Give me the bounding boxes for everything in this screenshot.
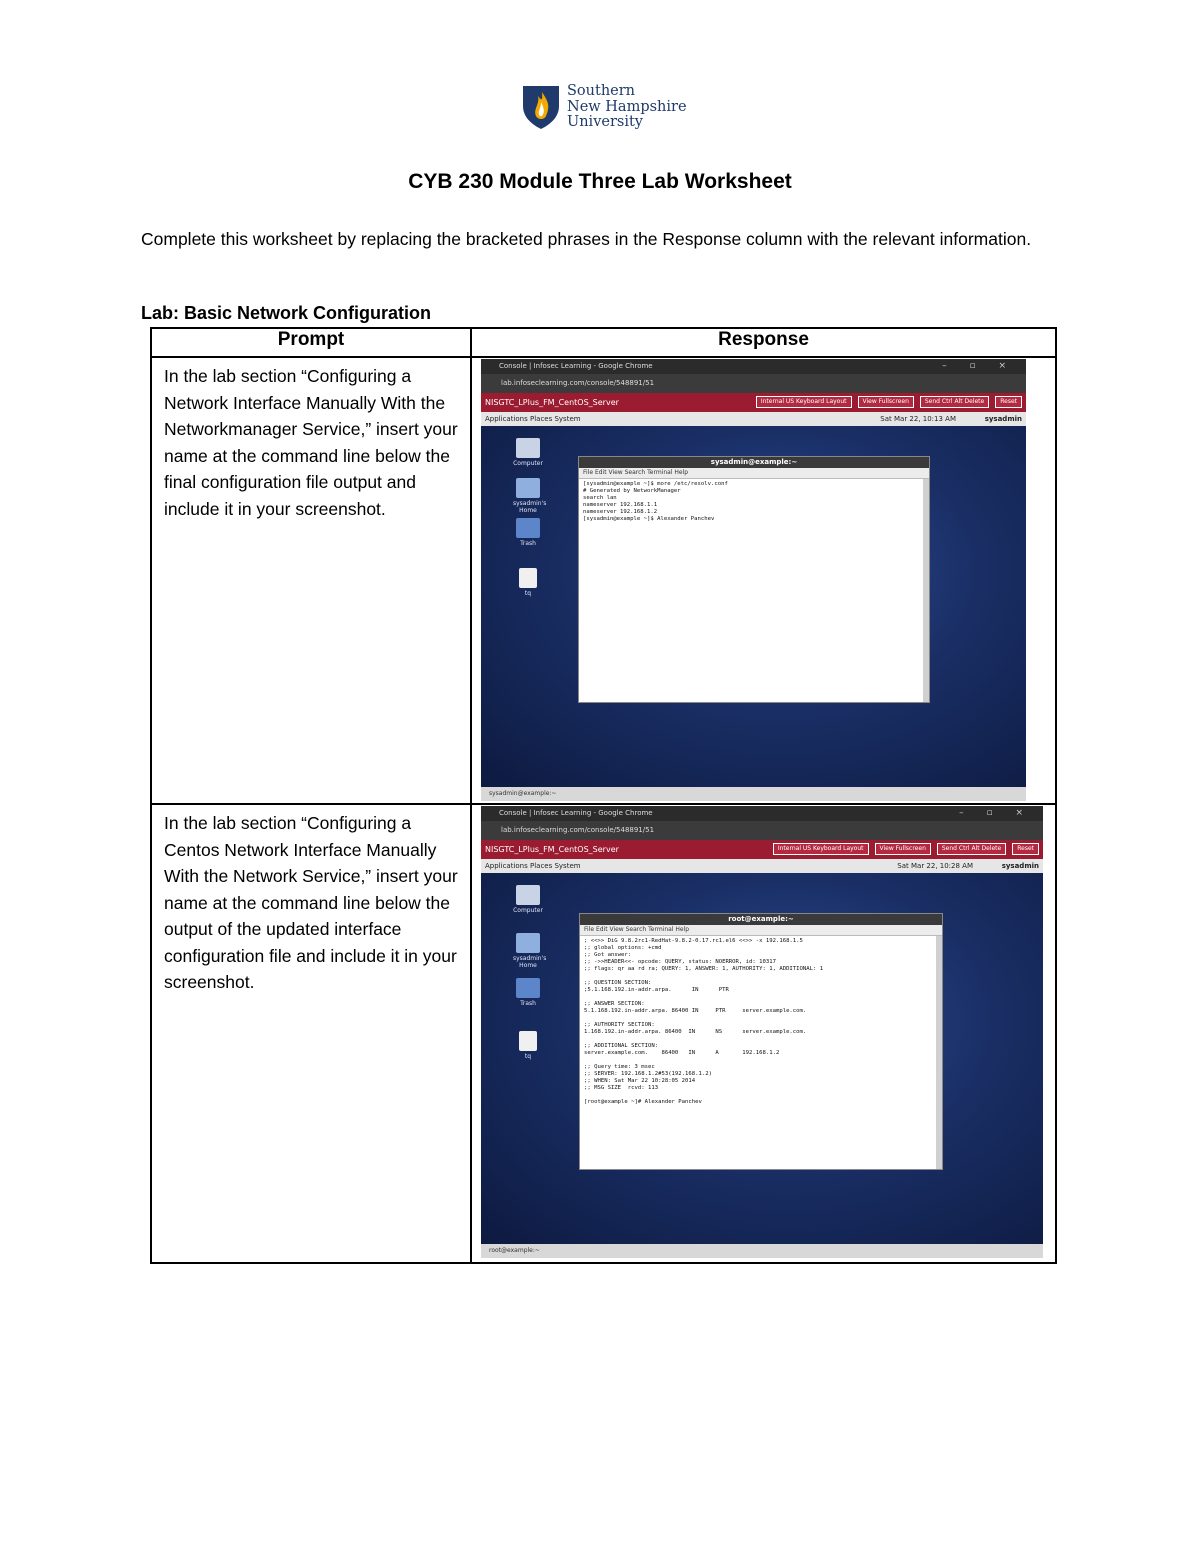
ctrl-alt-del-button: Send Ctrl Alt Delete bbox=[937, 843, 1006, 855]
prompt-cell: In the lab section “Configuring a Network Interface Manually With the Networkmanager Service,” insert your name at the command line below the final configuration file output and include it in your screenshot. bbox=[151, 357, 471, 804]
panel-user: sysadmin bbox=[984, 415, 1022, 423]
desktop-icon: sysadmin's Home bbox=[513, 933, 543, 969]
terminal-scrollbar bbox=[923, 479, 929, 702]
table-row bbox=[151, 357, 1056, 804]
reset-button: Reset bbox=[1012, 843, 1039, 855]
prompt-cell: In the lab section “Configuring a Centos Network Interface Manually With the Network Service,” insert your name at the command line below the output of the updated interface configuration file and include it in your screenshot. bbox=[151, 804, 471, 1263]
desktop-icon: Trash bbox=[513, 518, 543, 547]
table-header-row bbox=[151, 328, 1056, 357]
prompt-header: Prompt bbox=[151, 328, 471, 357]
snhu-logo bbox=[521, 84, 691, 134]
desktop-icon: tq bbox=[513, 568, 543, 597]
terminal-title: root@example:~ bbox=[580, 914, 942, 925]
vm-toolbar bbox=[481, 840, 1043, 859]
keyboard-layout-button: Internal US Keyboard Layout bbox=[773, 843, 869, 855]
browser-tab-title: Console | Infosec Learning - Google Chrome bbox=[499, 362, 653, 370]
terminal-menu: File Edit View Search Terminal Help bbox=[580, 925, 942, 936]
desktop bbox=[481, 873, 1043, 1244]
keyboard-layout-button: Internal US Keyboard Layout bbox=[756, 396, 852, 408]
window-controls-icon: – ▫ × bbox=[959, 808, 1033, 818]
gnome-panel bbox=[481, 412, 1026, 426]
fullscreen-button: View Fullscreen bbox=[858, 396, 914, 408]
gnome-menu: Applications Places System bbox=[485, 415, 581, 423]
vm-toolbar bbox=[481, 393, 1026, 412]
shield-flame-icon bbox=[521, 84, 561, 130]
panel-clock: Sat Mar 22, 10:28 AM bbox=[897, 862, 973, 870]
taskbar: root@example:~ bbox=[481, 1244, 1043, 1258]
desktop-icon: Computer bbox=[513, 438, 543, 467]
terminal-window bbox=[578, 456, 930, 703]
panel-user: sysadmin bbox=[1001, 862, 1039, 870]
terminal-title: sysadmin@example:~ bbox=[579, 457, 929, 468]
response-header: Response bbox=[471, 328, 1056, 357]
computer-icon bbox=[516, 885, 540, 905]
vm-name: NISGTC_LPlus_FM_CentOS_Server bbox=[485, 845, 619, 854]
document-title: CYB 230 Module Three Lab Worksheet bbox=[408, 170, 792, 193]
logo-line-1: Southern bbox=[567, 83, 636, 99]
vm-name: NISGTC_LPlus_FM_CentOS_Server bbox=[485, 398, 619, 407]
terminal-scrollbar bbox=[936, 936, 942, 1169]
address-bar: lab.infoseclearning.com/console/548891/51 bbox=[481, 374, 1026, 393]
desktop-icon: Computer bbox=[513, 885, 543, 914]
computer-icon bbox=[516, 438, 540, 458]
response-screenshot bbox=[481, 359, 1026, 801]
terminal-menu: File Edit View Search Terminal Help bbox=[579, 468, 929, 479]
file-icon bbox=[519, 1031, 537, 1051]
taskbar: sysadmin@example:~ bbox=[481, 787, 1026, 801]
window-controls-icon: – ▫ × bbox=[942, 361, 1016, 371]
desktop bbox=[481, 426, 1026, 787]
address-bar: lab.infoseclearning.com/console/548891/51 bbox=[481, 821, 1043, 840]
home-folder-icon bbox=[516, 478, 540, 498]
response-cell bbox=[471, 357, 1056, 804]
trash-icon bbox=[516, 978, 540, 998]
browser-titlebar bbox=[481, 359, 1026, 374]
instructions-text: Complete this worksheet by replacing the bracketed phrases in the Response column with the relevant information. bbox=[141, 229, 1032, 249]
response-cell bbox=[471, 804, 1056, 1263]
terminal-output: [sysadmin@example ~]$ more /etc/resolv.conf # Generated by NetworkManager search lan nameserver 192.168.1.1 nameserver 192.168.1.2 [sysadmin@example ~]$ Alexander Panchev bbox=[583, 481, 728, 522]
trash-icon bbox=[516, 518, 540, 538]
logo-line-3: University bbox=[567, 114, 643, 130]
desktop-icon: tq bbox=[513, 1031, 543, 1060]
desktop-icon: sysadmin's Home bbox=[513, 478, 543, 514]
logo-line-2: New Hampshire bbox=[567, 98, 687, 115]
table-row bbox=[151, 804, 1056, 1263]
home-folder-icon bbox=[516, 933, 540, 953]
worksheet-table bbox=[150, 327, 1057, 1264]
lab-heading: Lab: Basic Network Configuration bbox=[141, 303, 432, 323]
gnome-menu: Applications Places System bbox=[485, 862, 581, 870]
reset-button: Reset bbox=[995, 396, 1022, 408]
file-icon bbox=[519, 568, 537, 588]
desktop-icon: Trash bbox=[513, 978, 543, 1007]
browser-titlebar bbox=[481, 806, 1043, 821]
browser-tab-title: Console | Infosec Learning - Google Chrome bbox=[499, 809, 653, 817]
terminal-window bbox=[579, 913, 943, 1170]
terminal-output: ; <<>> DiG 9.8.2rc1-RedHat-9.8.2-0.17.rc1.el6 <<>> -x 192.168.1.5 ;; global options: +cmd ;; Got answer: ;; ->>HEADER<<- opcode: QUERY, status: NOERROR, id: 10317 ;; flags: qr aa rd ra; QUERY: 1, ANSWER: 1, AUTHORITY: 1, ADDITIONAL: 1 ;; QUESTION SECTION: ;5.1.168.192.in-addr.arpa. IN PTR ;; ANSWER SECTION: 5.1.168.192.in-addr.arpa. 86400 IN PTR server.example.com. ;; AUTHORITY SECTION: 1.168.192.in-addr.arpa. 86400 IN NS server.example.com. ;; ADDITIONAL SECTION: server.example.com. 86400 IN A 192.168.1.2 ;; Query time: 3 msec ;; SERVER: 192.168.1.2#53(192.168.1.2) ;; WHEN: Sat Mar 22 10:28:05 2014 ;; MSG SIZE rcvd: 113 [root@example ~]# Alexander Panchev bbox=[584, 938, 824, 1105]
fullscreen-button: View Fullscreen bbox=[875, 843, 931, 855]
response-screenshot bbox=[481, 806, 1043, 1258]
gnome-panel bbox=[481, 859, 1043, 873]
panel-clock: Sat Mar 22, 10:13 AM bbox=[880, 415, 956, 423]
ctrl-alt-del-button: Send Ctrl Alt Delete bbox=[920, 396, 989, 408]
